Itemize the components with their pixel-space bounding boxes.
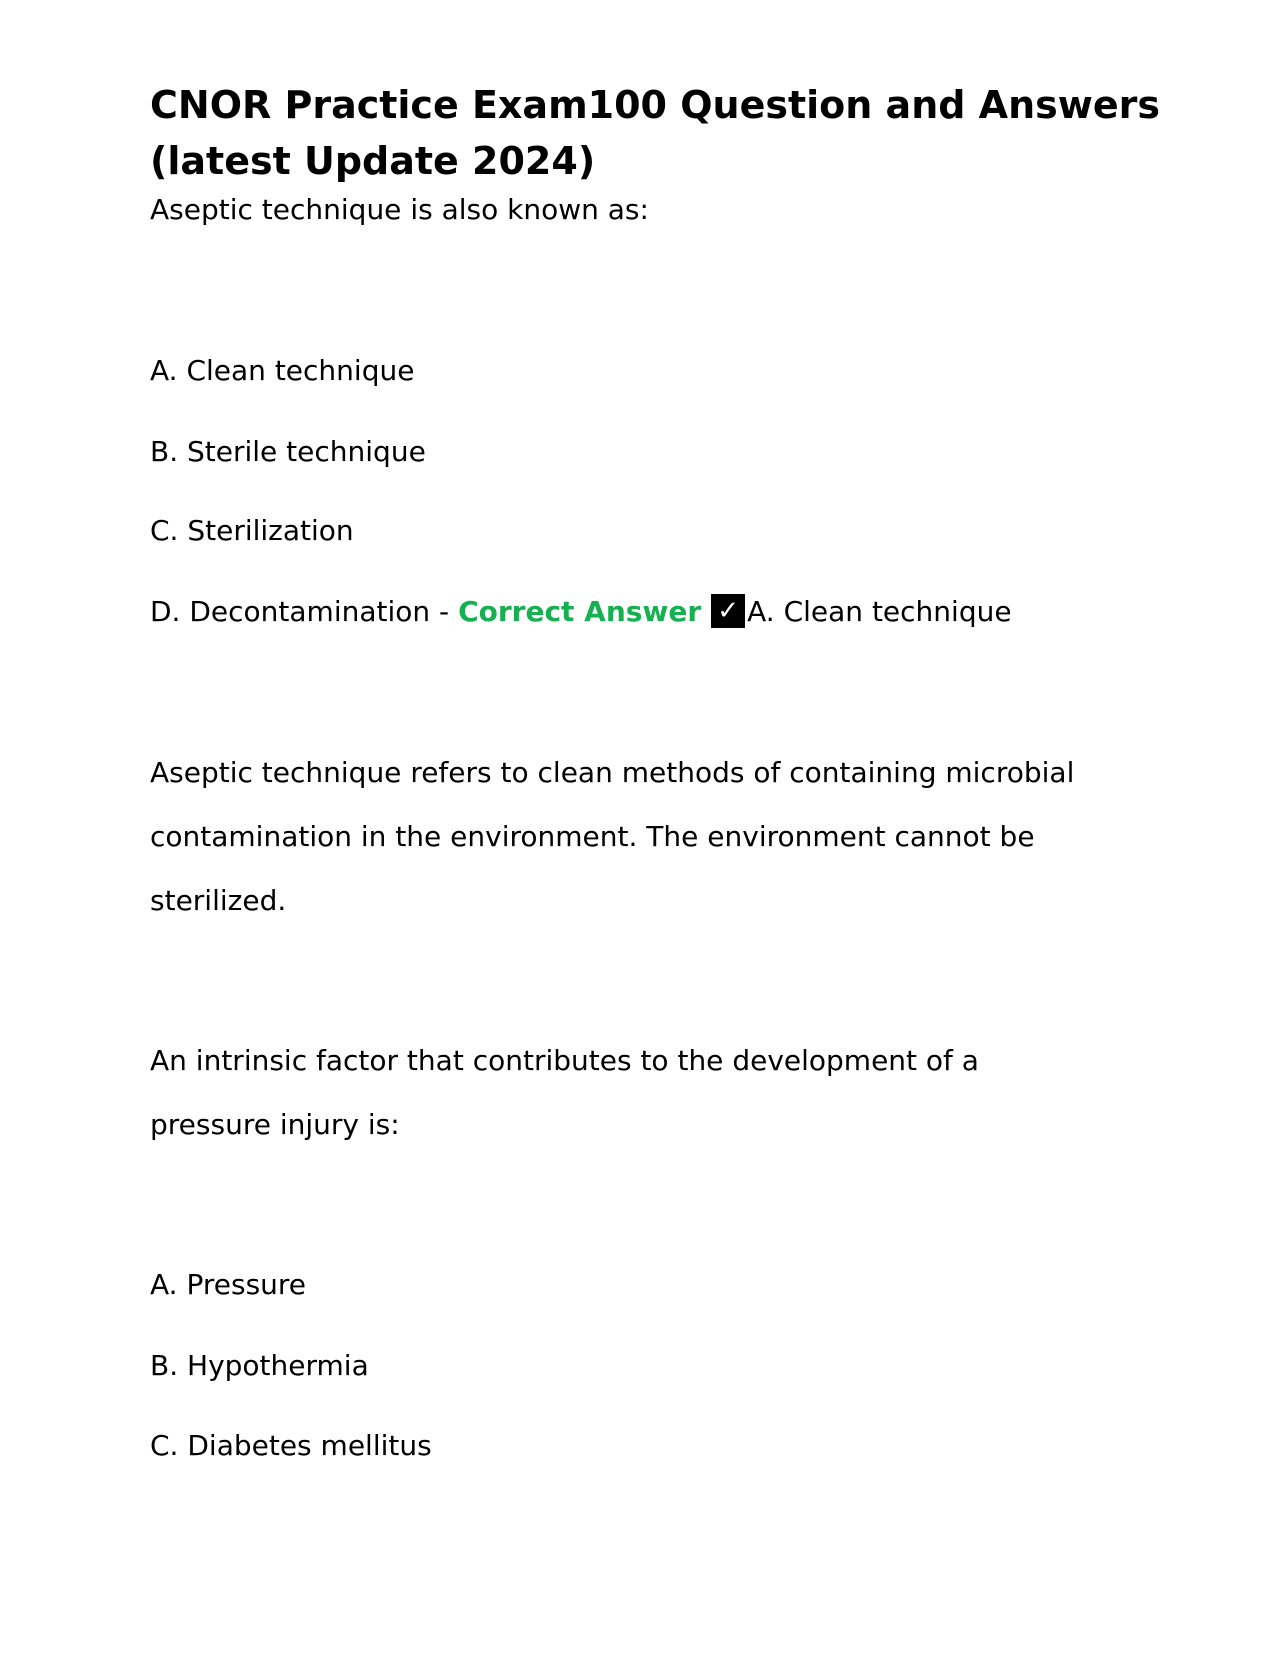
question-1-option-d-line — [150, 590, 1012, 634]
document-title-line-2: (latest Update 2024) — [150, 139, 596, 183]
question-2-text-line-2: pressure injury is: — [150, 1108, 400, 1141]
explanation-line-1: Aseptic technique refers to clean methods of containing microbial — [150, 756, 1075, 789]
explanation-line-2: contamination in the environment. The environment cannot be — [150, 820, 1035, 853]
question-1-option-b: B. Sterile technique — [150, 435, 426, 468]
question-1-option-c: C. Sterilization — [150, 514, 354, 547]
correct-answer-label: Correct Answer — [458, 595, 702, 628]
question-1-answer: A. Clean technique — [747, 595, 1012, 628]
question-1-option-d: D. Decontamination - — [150, 595, 459, 628]
question-2-option-b: B. Hypothermia — [150, 1349, 369, 1382]
question-2-option-c: C. Diabetes mellitus — [150, 1429, 432, 1462]
check-mark-icon: ✓ — [711, 594, 745, 628]
question-2-option-a: A. Pressure — [150, 1268, 307, 1301]
question-1-text: Aseptic technique is also known as: — [150, 193, 649, 226]
document-title-line-1: CNOR Practice Exam100 Question and Answers — [150, 83, 1160, 127]
explanation-line-3: sterilized. — [150, 884, 287, 917]
question-2-text-line-1: An intrinsic factor that contributes to the development of a — [150, 1044, 979, 1077]
question-1-option-a: A. Clean technique — [150, 354, 415, 387]
